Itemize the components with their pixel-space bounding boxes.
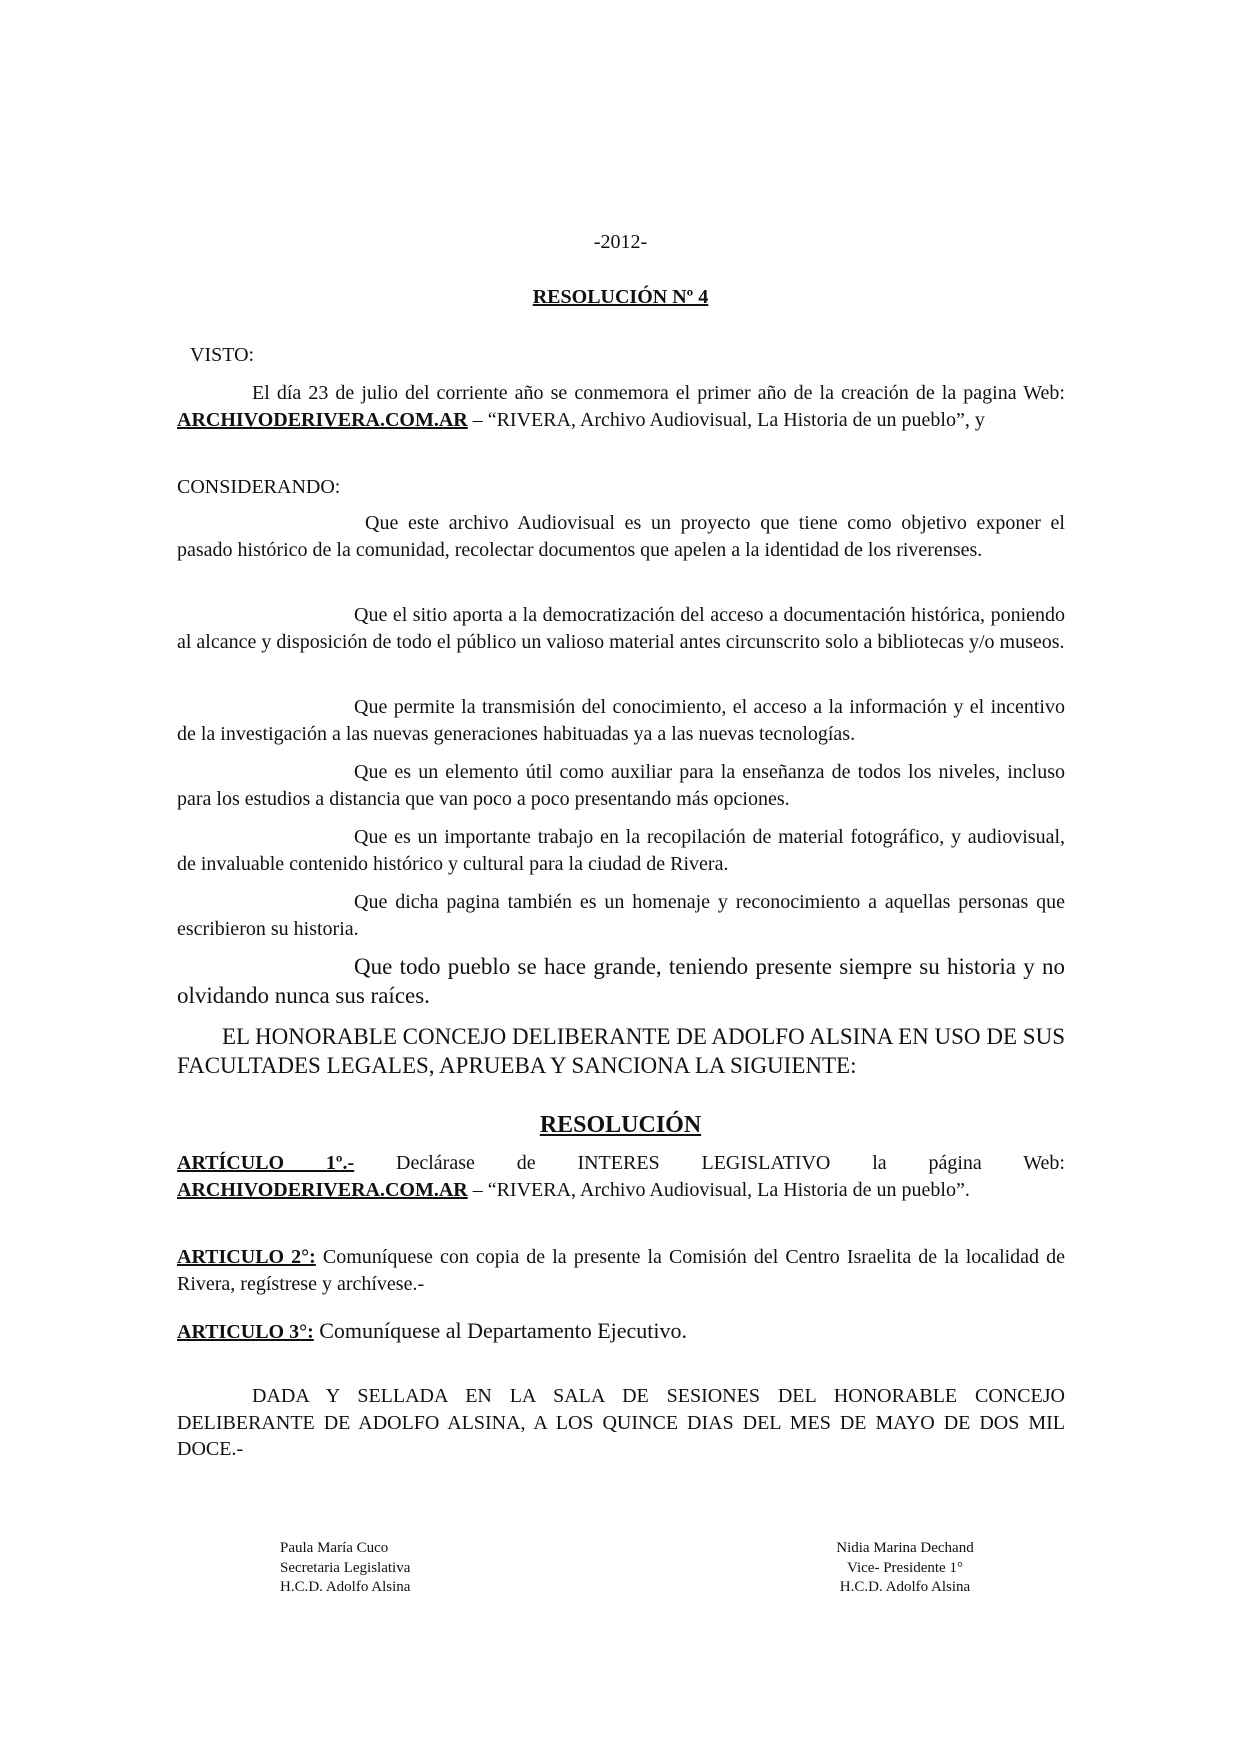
signature-right xyxy=(820,1539,990,1598)
signature-right-name: Nidia Marina Dechand xyxy=(836,1540,974,1556)
considerando-paragraph-1: Que este archivo Audiovisual es un proyecto que tiene como objetivo exponer el pasado histórico de la comunidad, recolectar documentos que apelen a la identidad de los riverenses. xyxy=(177,512,1065,561)
visto-label: VISTO: xyxy=(190,344,255,366)
article-2-text: Comuníquese con copia de la presente la Comisión del Centro Israelita de la localidad de Rivera, regístrese y archívese.- xyxy=(177,1246,1066,1295)
website-link: ARCHIVODERIVERA.COM.AR xyxy=(177,408,468,431)
visto-text: El día 23 de julio del corriente año se conmemora el primer año de la creación de la pagina Web: xyxy=(252,382,1065,404)
article-1-website-link: ARCHIVODERIVERA.COM.AR xyxy=(177,1178,468,1201)
signature-right-org: H.C.D. Adolfo Alsina xyxy=(839,1579,971,1595)
article-3 xyxy=(177,1318,1065,1346)
article-3-label: ARTICULO 3°: xyxy=(177,1321,314,1343)
document-year: -2012- xyxy=(593,231,648,253)
article-2-label: ARTICULO 2°: xyxy=(177,1246,316,1268)
signature-left-org: H.C.D. Adolfo Alsina xyxy=(280,1579,411,1595)
document-title: RESOLUCIÓN Nº 4 xyxy=(532,286,709,308)
signature-left xyxy=(280,1539,410,1598)
signature-left-name: Paula María Cuco xyxy=(280,1540,389,1556)
visto-paragraph xyxy=(177,380,1065,433)
article-2 xyxy=(177,1244,1065,1297)
visto-text-end: – “RIVERA, Archivo Audiovisual, La Historia de un pueblo”, y xyxy=(467,408,985,431)
signature-left-role: Secretaria Legislativa xyxy=(280,1559,411,1576)
considerando-paragraph-4: Que es un elemento útil como auxiliar para la enseñanza de todos los niveles, incluso para los estudios a distancia que van poco a poco presentando más opciones. xyxy=(177,761,1065,810)
considerando-paragraph-5: Que es un importante trabajo en la recopilación de material fotográfico, y audiovisual, de invaluable contenido histórico y cultural para la ciudad de Rivera. xyxy=(177,826,1065,875)
honorable-statement: EL HONORABLE CONCEJO DELIBERANTE DE ADOLFO ALSINA EN USO DE SUS FACULTADES LEGALES, APRUEBA Y SANCIONA LA SIGUIENTE: xyxy=(177,1024,1065,1078)
considerando-paragraph-7: Que todo pueblo se hace grande, teniendo presente siempre su historia y no olvidando nunca sus raíces. xyxy=(177,954,1065,1008)
article-1-text-end: – “RIVERA, Archivo Audiovisual, La Historia de un pueblo”. xyxy=(467,1178,970,1201)
closing-statement: DADA Y SELLADA EN LA SALA DE SESIONES DEL HONORABLE CONCEJO DELIBERANTE DE ADOLFO ALSINA, A LOS QUINCE DIAS DEL MES DE MAYO DE DOS MIL DOCE.- xyxy=(177,1385,1065,1460)
article-1 xyxy=(177,1150,1065,1203)
article-3-text: Comuníquese al Departamento Ejecutivo. xyxy=(313,1318,688,1343)
considerando-paragraph-2: Que el sitio aporta a la democratización del acceso a documentación histórica, poniendo al alcance y disposición de todo el público un valioso material antes circunscrito solo a bibliotecas y/o museos. xyxy=(177,604,1065,653)
article-1-text: Declárase de INTERES LEGISLATIVO la página Web: xyxy=(354,1152,1065,1174)
signature-right-role: Vice- Presidente 1° xyxy=(847,1559,963,1576)
considerando-paragraph-3: Que permite la transmisión del conocimiento, el acceso a la información y el incentivo de la investigación a las nuevas generaciones habituadas ya a las nuevas tecnologías. xyxy=(177,696,1065,745)
article-1-label: ARTÍCULO 1º.- xyxy=(177,1152,355,1174)
considerando-label: CONSIDERANDO: xyxy=(177,476,341,498)
considerando-paragraph-6: Que dicha pagina también es un homenaje y reconocimiento a aquellas personas que escribieron su historia. xyxy=(177,891,1065,940)
resolution-heading: RESOLUCIÓN xyxy=(539,1112,702,1138)
